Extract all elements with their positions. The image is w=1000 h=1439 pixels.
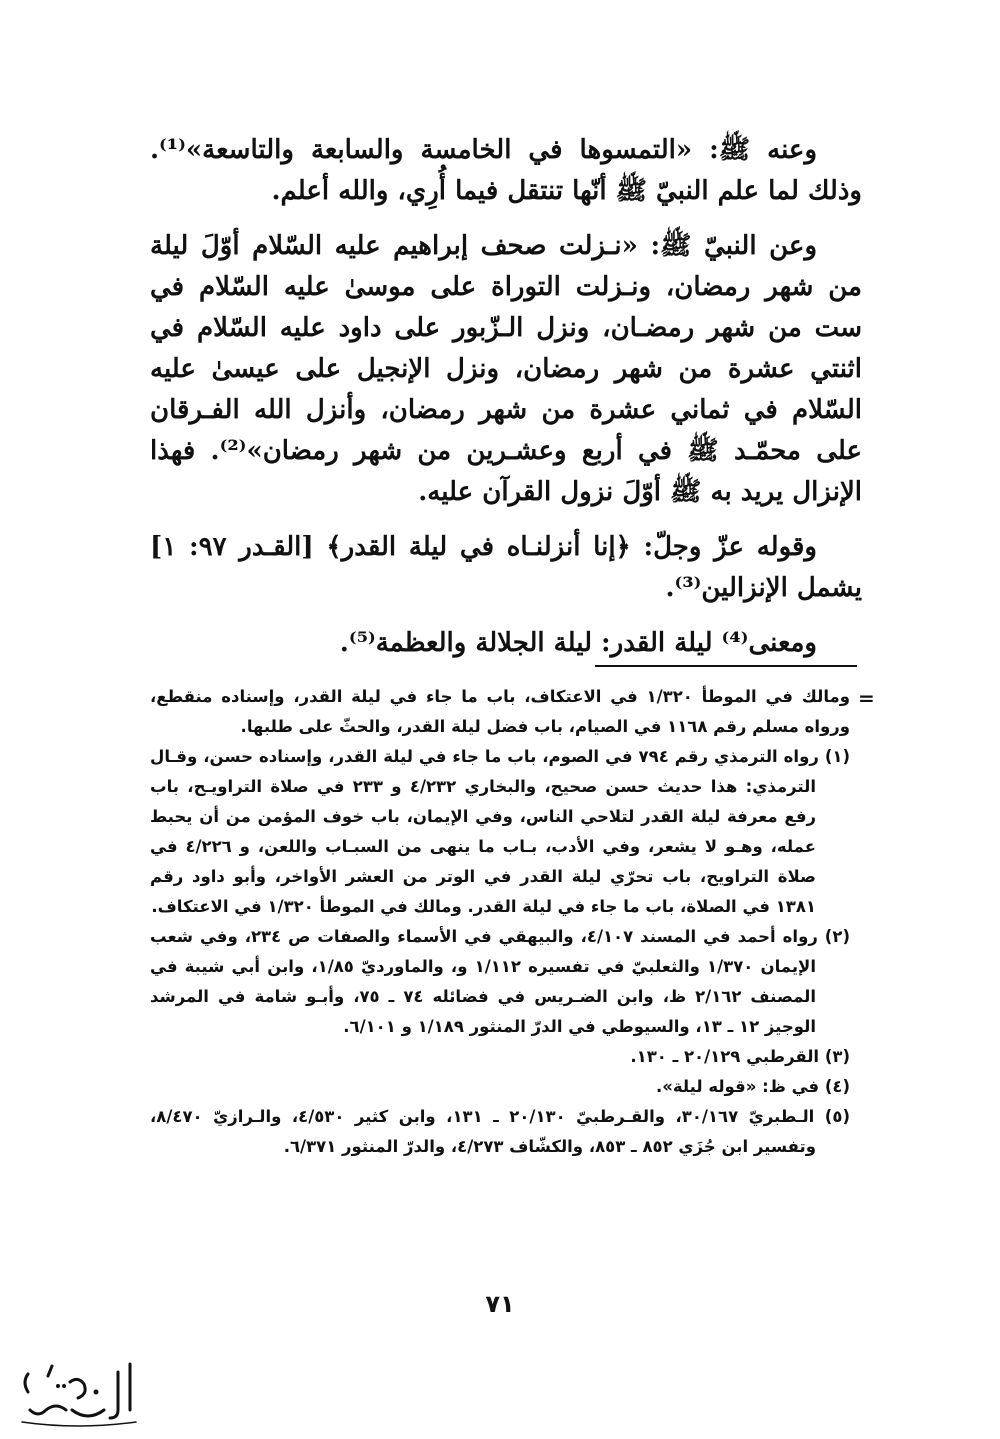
footnote-1: (١) رواه الترمذي رقم ٧٩٤ في الصوم، باب ما جاء في ليلة القدر، وإسناده حسن، وقـال الترمذي: هذا حديث حسن صحيح، والبخاري ٤/٢٣٢ و ٢٣٣ في صلاة التراويـح، باب رفع معرفة ليلة القدر لتلاحي الناس، وفي الإيمان، باب خوف المؤمن من أن يحبط عمله، وهـو لا يشعر، وفي الأدب، بـاب ما ينهى من السبـاب واللعن، و ٤/٢٢٦ في صلاة التراويح، باب تحرّي ليلة القدر في الوتر من العشر الأواخر، وأبو داود رقم ١٣٨١ في الصلاة، باب ما جاء في ليلة القدر. ومالك في الموطأ ١/٣٢٠ في الاعتكاف. — [150, 747, 850, 916]
paragraph-4: ومعنى⁽⁴⁾ ليلة القدر: ليلة الجلالة والعظمة⁽⁵⁾. — [339, 628, 817, 658]
paragraph-1: وعنه ﷺ: «التمسوها في الخامسة والسابعة والتاسعة»⁽¹⁾. وذلك لما علم النبيّ ﷺ أنّها تنتقل فيما أُرِي، والله أعلم. — [150, 135, 862, 206]
main-text — [150, 130, 862, 664]
calligraphy-logo-icon — [8, 1352, 148, 1432]
footnote-5: (٥) الـطبريّ ٣٠/١٦٧، والقـرطبيّ ٢٠/١٣٠ ـ ١٣١، وابن كثير ٤/٥٣٠، والـرازيّ ٨/٤٧٠، وتفسير ابن جُزَي ٨٥٢ ـ ٨٥٣، والكشّاف ٤/٢٧٣، والدرّ المنثور ٦/٣٧١. — [150, 1107, 850, 1156]
page-number: ٧١ — [485, 1290, 515, 1318]
footnote-3: (٣) القرطبي ٢٠/١٢٩ ـ ١٣٠. — [630, 1047, 850, 1066]
footnotes — [150, 682, 850, 1162]
footnote-2: (٢) رواه أحمد في المسند ٤/١٠٧، والبيهقي في الأسماء والصفات ص ٢٣٤، وفي شعب الإيمان ١/٣٧٠ والثعلبيّ في تفسيره ١/١١٢ و، والماورديّ ١/٨٥، وابن أبي شيبة في المصنف ٢/١٦٢ ظ، وابن الضـريس في فضائله ٧٤ ـ ٧٥، وأبـو شامة في المرشد الوجيز ١٢ ـ ١٣، والسيوطي في الدرّ المنثور ١/١٨٩ و ٦/١٠١. — [150, 927, 850, 1036]
footnote-continuation: ومالك في الموطأ ١/٣٢٠ في الاعتكاف، باب ما جاء في ليلة القدر، وإسناده منقطع، ورواه مسلم رقم ١١٦٨ في الصيام، باب فضل ليلة القدر، والحثّ على طلبها. — [150, 687, 850, 736]
paragraph-3: وقوله عزّ وجلّ: ﴿إنا أنزلنـاه في ليلة القدر﴾ [القـدر ٩٧: ١] يشمل الإنزالين⁽³⁾. — [150, 532, 862, 603]
footnote-4: (٤) في ظ: «قوله ليلة». — [656, 1077, 850, 1096]
logo-svg — [8, 1352, 148, 1432]
continuation-mark: = — [858, 686, 875, 710]
footnote-separator — [595, 665, 857, 667]
paragraph-2: وعن النبيّ ﷺ: «نـزلت صحف إبراهيم عليه السّلام أوّلَ ليلة من شهر رمضان، ونـزلت التوراة على موسىٰ عليه السّلام في ست من شهر رمضـان، ونزل الـزّبور على داود عليه السّلام في اثنتي عشرة من شهر رمضان، ونزل الإنجيل على عيسىٰ عليه السّلام في ثماني عشرة من شهر رمضان، وأنزل الله الفـرقان على محمّـد ﷺ في أربع وعشـرين من شهر رمضان»⁽²⁾. فهذا الإنزال يريد به ﷺ أوّلَ نزول القرآن عليه. — [150, 231, 862, 507]
